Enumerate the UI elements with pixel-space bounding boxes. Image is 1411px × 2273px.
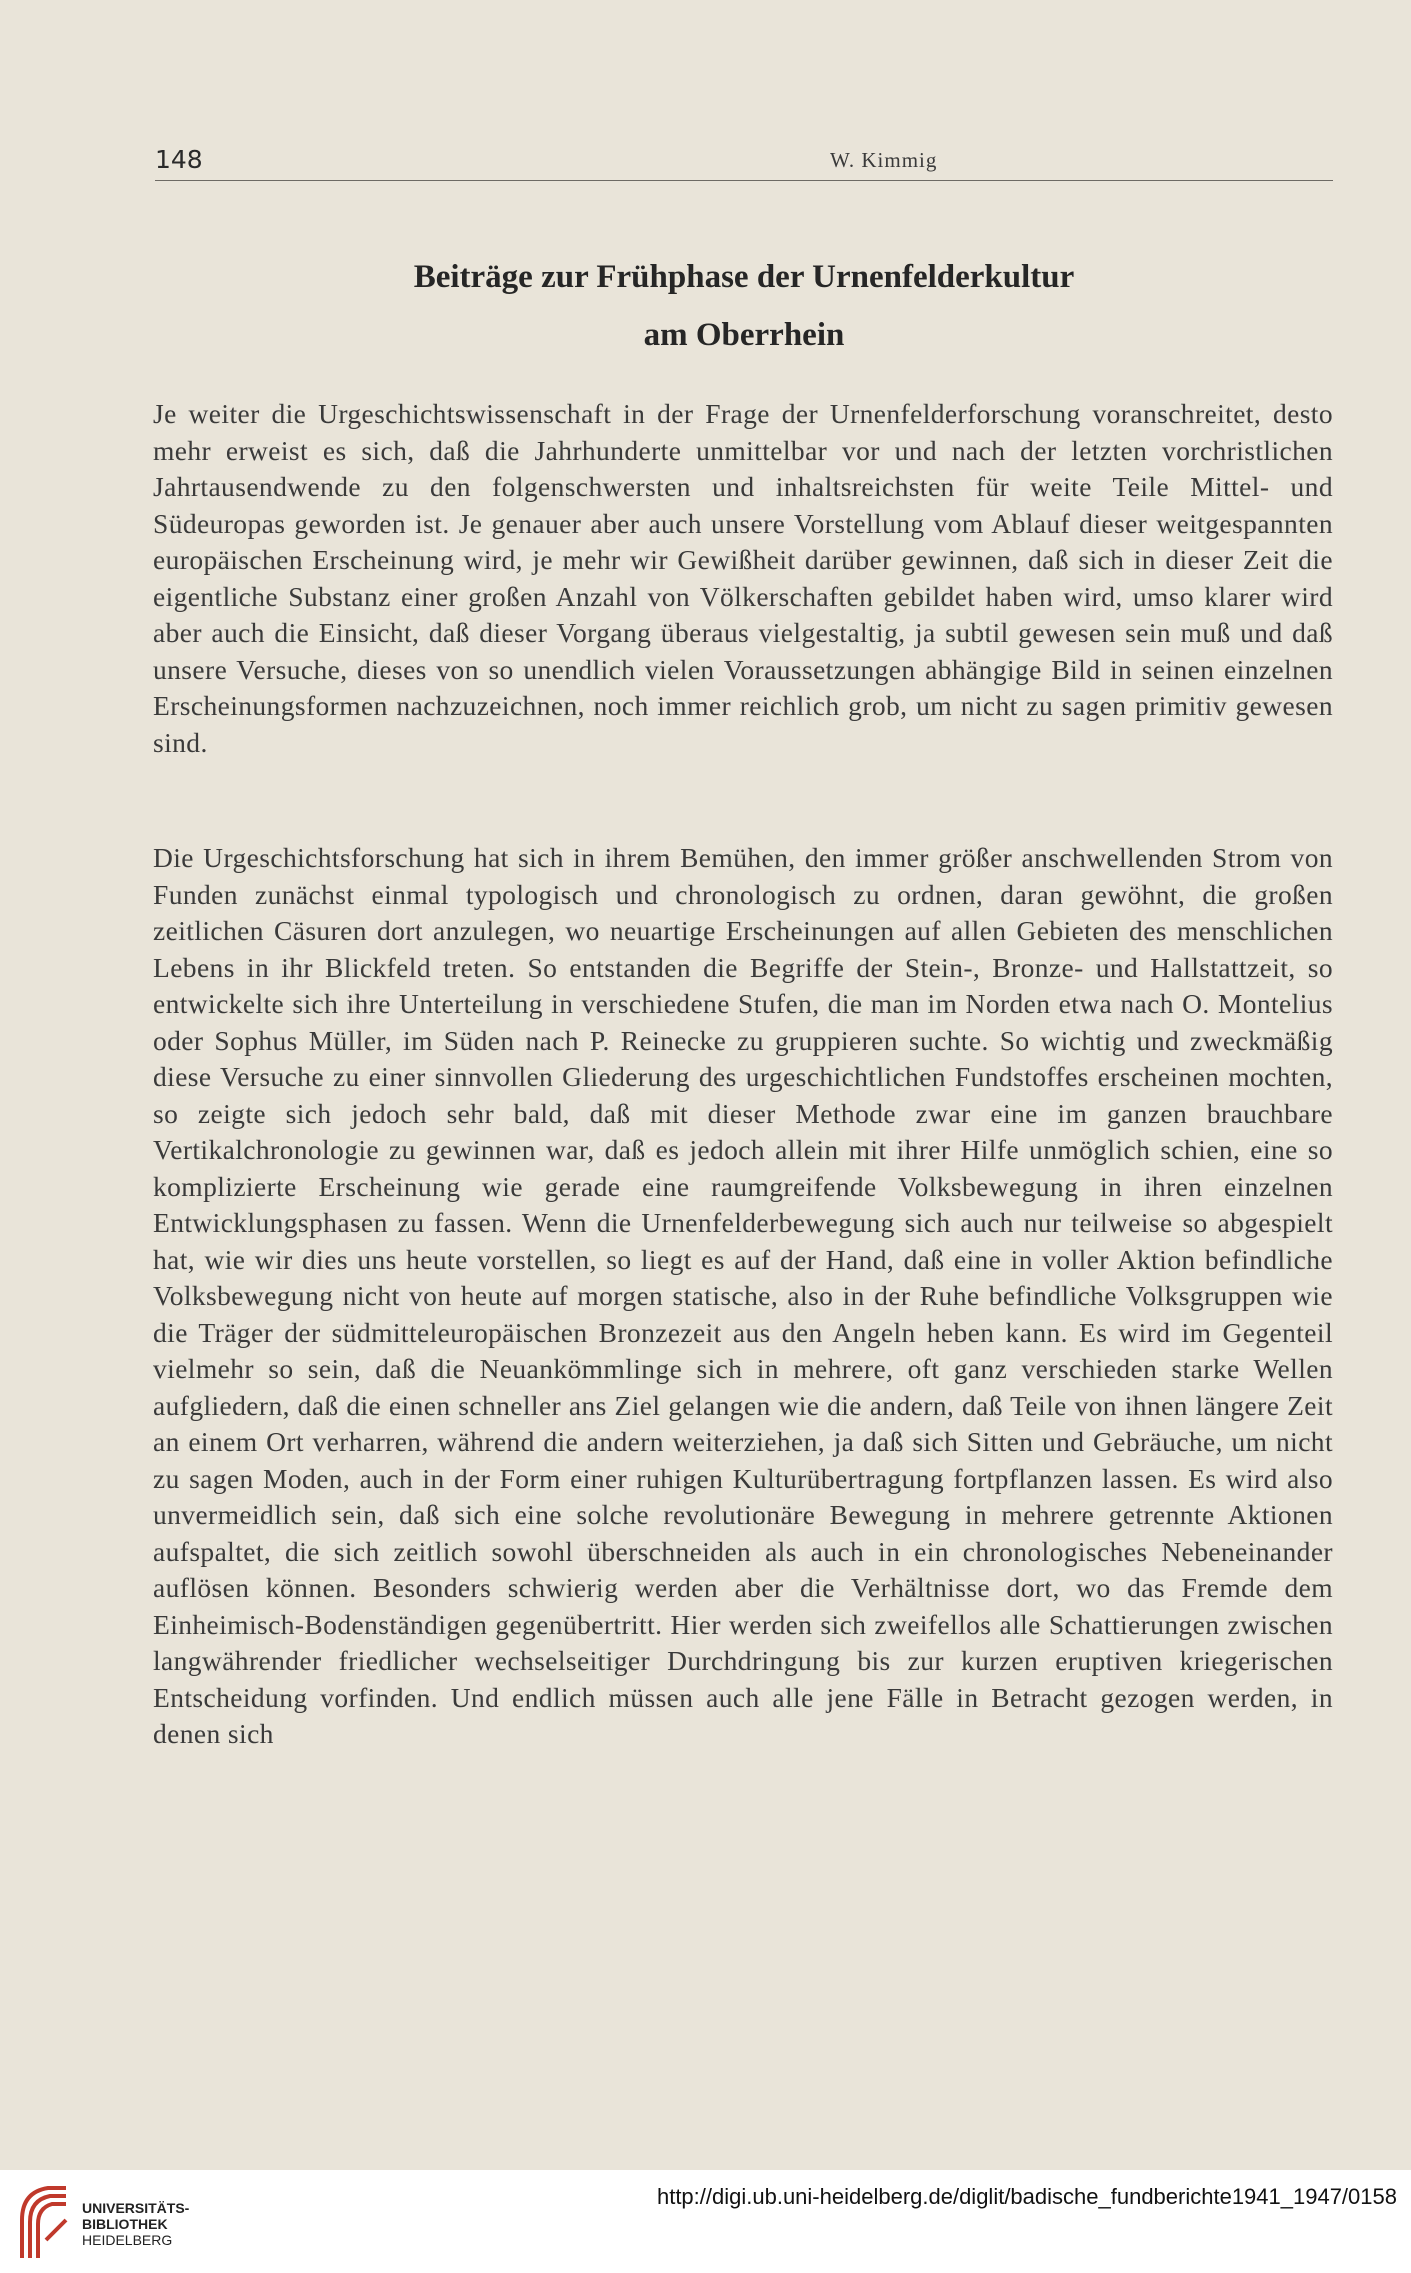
page-number: 148: [155, 145, 203, 174]
title-line-2: am Oberrhein: [643, 317, 845, 353]
title-line-1: Beiträge zur Frühphase der Urnenfelderkultur: [413, 259, 1075, 295]
running-head: W. Kimmig: [830, 148, 938, 172]
library-name: [82, 2200, 189, 2248]
library-line-3: HEIDELBERG: [82, 2232, 173, 2248]
library-line-2: BIBLIOTHEK: [82, 2216, 168, 2232]
ub-heidelberg-logo-icon: [14, 2180, 74, 2262]
source-url-link[interactable]: http://digi.ub.uni-heidelberg.de/diglit/badische_fundberichte1941_1947/0158: [656, 2184, 1397, 2209]
library-line-1: UNIVERSITÄTS-: [82, 2200, 190, 2216]
article-title: [155, 248, 1333, 364]
footer-bar: [0, 2170, 1411, 2273]
page-header: [155, 140, 1333, 181]
body-paragraph-1: Je weiter die Urgeschichtswissenschaft in der Frage der Urnenfelderforschung voranschreitet, desto mehr erweist es sich, daß die Jahrhunderte unmittelbar vor und nach der letzten vorchristlichen Jahrtausendwende zu den folgenschwersten und inhaltsreichsten für weite Teile Mittel- und Südeuropas geworden ist. Je genauer aber auch unsere Vorstellung vom Ablauf dieser weitgespannten europäischen Erscheinung wird, je mehr wir Gewißheit darüber gewinnen, daß sich in dieser Zeit die eigentliche Substanz einer großen Anzahl von Völkerschaften gebildet haben wird, umso klarer wird aber auch die Einsicht, daß dieser Vorgang überaus vielgestaltig, ja subtil gewesen sein muß und daß unsere Versuche, dieses von so unendlich vielen Voraussetzungen abhängige Bild in seinen einzelnen Erscheinungsformen nachzuzeichnen, noch immer reichlich grob, um nicht zu sagen primitiv gewesen sind.: [153, 398, 1333, 758]
body-paragraph-2: Die Urgeschichtsforschung hat sich in ihrem Bemühen, den immer größer anschwellenden Strom von Funden zunächst einmal typologisch und chronologisch zu ordnen, daran gewöhnt, die großen zeitlichen Cäsuren dort anzulegen, wo neuartige Erscheinungen auf allen Gebieten des menschlichen Lebens in ihr Blickfeld treten. So entstanden die Begriffe der Stein-, Bronze- und Hallstattzeit, so entwickelte sich ihre Unterteilung in verschiedene Stufen, die man im Norden etwa nach O. Montelius oder Sophus Müller, im Süden nach P. Reinecke zu gruppieren suchte. So wichtig und zweckmäßig diese Versuche zu einer sinnvollen Gliederung des urgeschichtlichen Fundstoffes erscheinen mochten, so zeigte sich jedoch sehr bald, daß mit dieser Methode zwar eine im ganzen brauchbare Vertikalchronologie zu gewinnen war, daß es jedoch allein mit ihrer Hilfe unmöglich schien, eine so komplizierte Erscheinung wie gerade eine raumgreifende Volksbewegung in ihren einzelnen Entwicklungsphasen zu fassen. Wenn die Urnenfelderbewegung sich auch nur teilweise so abgespielt hat, wie wir dies uns heute vorstellen, so liegt es auf der Hand, daß eine in voller Aktion befindliche Volksbewegung nicht von heute auf morgen statische, also in der Ruhe befindliche Volksgruppen wie die Träger der südmitteleuropäischen Bronzezeit aus den Angeln heben kann. Es wird im Gegenteil vielmehr so sein, daß die Neuankömmlinge sich in mehrere, oft ganz verschieden starke Wellen aufgliedern, daß die einen schneller ans Ziel gelangen wie die andern, daß Teile von ihnen längere Zeit an einem Ort verharren, während die andern weiterziehen, ja daß sich Sitten und Gebräuche, um nicht zu sagen Moden, auch in der Form einer ruhigen Kulturübertragung fortpflanzen lassen. Es wird also unvermeidlich sein, daß sich eine solche revolutionäre Bewegung in mehrere getrennte Aktionen aufspaltet, die sich zeitlich sowohl überschneiden als auch in ein chronologisches Nebeneinander auflösen können. Besonders schwierig werden aber die Verhältnisse dort, wo das Fremde dem Einheimisch-Bodenständigen gegenübertritt. Hier werden sich zweifellos alle Schattierungen zwischen langwährender friedlicher wechselseitiger Durchdringung bis zur kurzen eruptiven kriegerischen Entscheidung vorfinden. Und endlich müssen auch alle jene Fälle in Betracht gezogen werden, in denen sich: [153, 842, 1333, 1749]
